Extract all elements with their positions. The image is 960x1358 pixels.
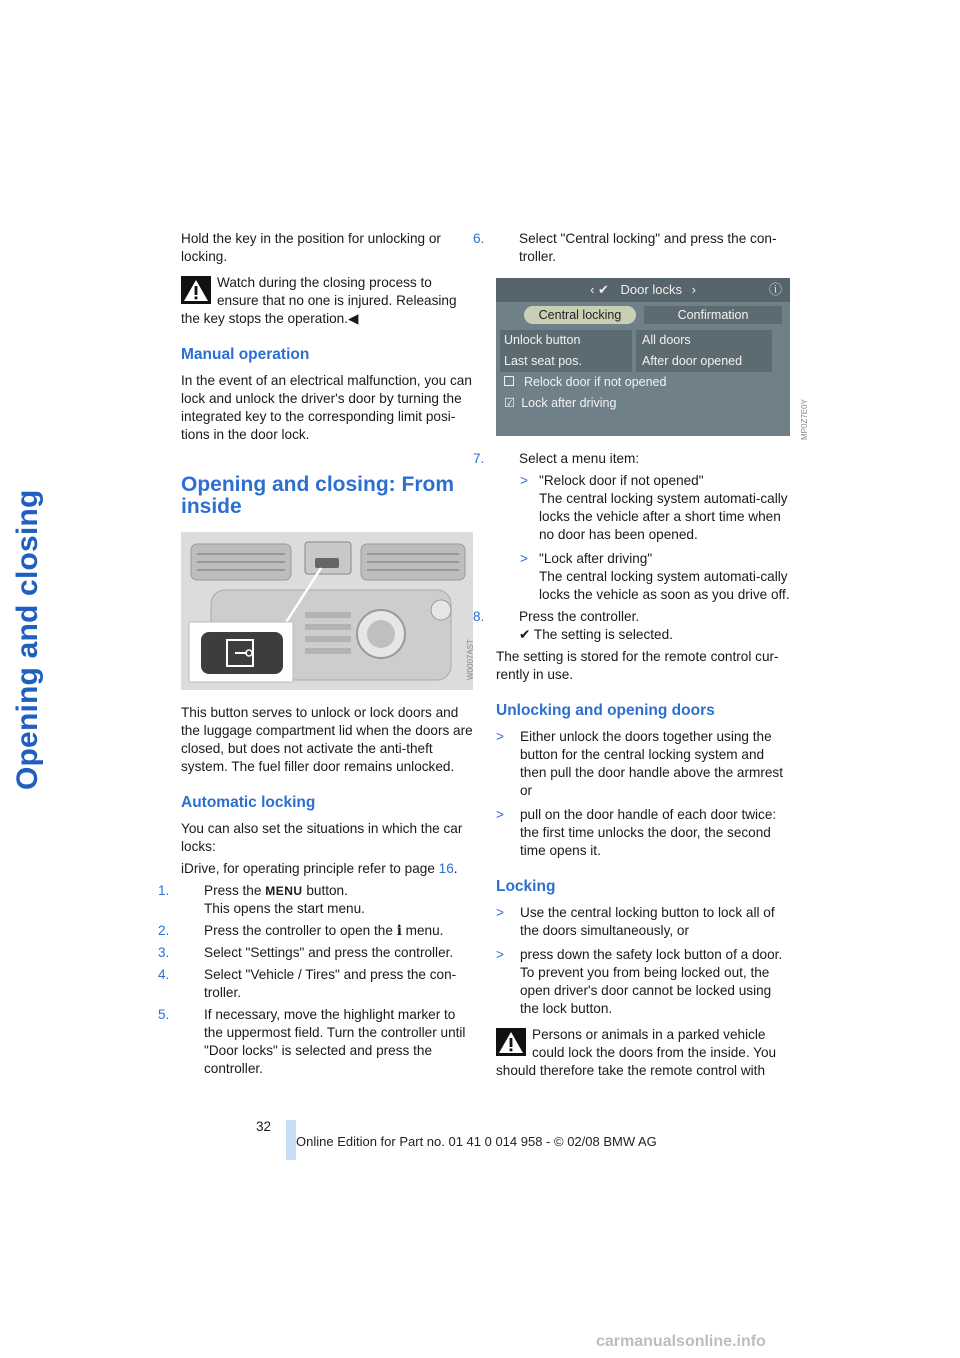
- step-number: 1.: [158, 883, 170, 898]
- chevron-left-icon: ‹ ✔: [590, 282, 609, 297]
- idrive-ref-end: .: [453, 861, 458, 876]
- bullet-arrow: >: [496, 947, 504, 962]
- menu-item-last-seat[interactable]: Last seat pos.: [504, 354, 582, 368]
- page-number: 32: [256, 1119, 272, 1134]
- checkmark-icon: ✔: [519, 627, 531, 642]
- warning-text-1b: the key stops the operation.◀: [181, 311, 359, 326]
- step-1: [158, 882, 473, 918]
- step-5: [158, 1006, 473, 1078]
- step-text: menu.: [401, 923, 444, 938]
- menu-item-after-door[interactable]: After door opened: [642, 354, 743, 368]
- bullet-arrow: >: [520, 551, 528, 566]
- warning-text-1a: Watch during the closing process to ensure that no one is injured. Releasing: [217, 275, 457, 308]
- warning-triangle-icon: [181, 276, 211, 304]
- tab-central-locking[interactable]: Central locking: [524, 306, 636, 324]
- step-number: 3.: [158, 945, 170, 960]
- step-text: Select "Vehicle / Tires" and press the con-troller.: [204, 967, 457, 1000]
- heading-opening-inside-text: Opening and closing: From inside: [181, 473, 454, 518]
- step-text: This opens the start menu.: [204, 901, 365, 916]
- sub-item-text: The central locking system automati-cally locks the vehicle after a short time when no door has been opened.: [539, 491, 788, 542]
- watermark: carmanualsonline.info: [596, 1333, 766, 1350]
- bullet-arrow: >: [496, 807, 504, 822]
- bullet-safety-lock: [496, 946, 790, 1018]
- footer-accent-bar: [286, 1120, 296, 1160]
- paragraph-auto: You can also set the situations in which the car locks:: [181, 821, 463, 854]
- step-8: [473, 608, 790, 644]
- chevron-right-icon: ›: [691, 282, 696, 297]
- warning-triangle-icon: [496, 1028, 526, 1056]
- idrive-ref-text: iDrive, for operating principle refer to page: [181, 861, 439, 876]
- warning-block-1: [181, 274, 473, 310]
- step-6: [473, 230, 790, 266]
- bullet-arrow: >: [496, 729, 504, 744]
- step-number: 2.: [158, 923, 170, 938]
- page-link-16[interactable]: 16: [438, 861, 454, 876]
- bullet-arrow: >: [496, 905, 504, 920]
- menu-item-relock[interactable]: [504, 373, 666, 391]
- step-number: 4.: [158, 967, 170, 982]
- step-2: [158, 922, 473, 940]
- info-icon: ⓘ: [768, 282, 782, 297]
- warning-text-2b: should therefore take the remote control with: [496, 1063, 766, 1078]
- menu-item-lock-after-driving[interactable]: [504, 394, 616, 412]
- step-text: Select "Settings" and press the controller.: [204, 945, 454, 960]
- paragraph-hold-key: Hold the key in the position for unlocking or locking.: [181, 231, 441, 264]
- step-number: 6.: [473, 231, 485, 246]
- step-text: Press the controller to open the: [204, 923, 397, 938]
- step-text: Press the: [204, 883, 266, 898]
- heading-opening-inside: [181, 474, 473, 518]
- right-column: [473, 230, 809, 1084]
- sub-item-text: The central locking system automati-cally locks the vehicle as soon as you drive off.: [539, 569, 790, 602]
- step-number: 5.: [158, 1007, 170, 1022]
- paragraph-idrive-ref: [181, 860, 473, 878]
- idrive-title: Door locks: [620, 282, 682, 297]
- menu-item-unlock-button[interactable]: Unlock button: [504, 333, 581, 347]
- checkbox-icon: [504, 376, 514, 386]
- step-text: Press the controller.: [519, 609, 640, 624]
- bullet-arrow: >: [520, 473, 528, 488]
- idrive-screen-figure: [496, 278, 790, 436]
- bullet-central-lock: [496, 904, 790, 940]
- step-7: [473, 450, 790, 468]
- warning-text-2a: Persons or animals in a parked vehicle could lock the doors from the inside. You: [532, 1027, 777, 1060]
- step-number: 7.: [473, 451, 485, 466]
- bullet-unlock-together: [496, 728, 790, 800]
- step-number: 8.: [473, 609, 485, 624]
- menu-item-all-doors[interactable]: All doors: [642, 333, 691, 347]
- paragraph-button: This button serves to unlock or lock doors and the luggage compartment lid when the doors are closed, but does not activate the anti-theft system. The fuel filler door remains unlocked.: [181, 705, 473, 774]
- step-4: [158, 966, 473, 1002]
- bullet-text: press down the safety lock button of a door. To prevent you from being locked out, the open driver's door cannot be locked using the lock button.: [520, 947, 783, 1016]
- figure-code-2: MP0Z7E0Y: [800, 399, 809, 440]
- bullet-pull-twice: [496, 806, 790, 860]
- bullet-text: Either unlock the doors together using the button for the central locking system and then pull the door handle above the armrest or: [520, 729, 783, 798]
- step-text: button.: [302, 883, 348, 898]
- warning-block-2: [496, 1026, 790, 1062]
- step-3: [158, 944, 473, 962]
- heading-automatic-locking: Automatic locking: [181, 794, 316, 811]
- tab-confirmation[interactable]: Confirmation: [644, 306, 782, 324]
- sub-item-relock: [496, 472, 790, 544]
- heading-manual-operation: Manual operation: [181, 346, 310, 363]
- menu-button-icon: MENU: [265, 884, 303, 898]
- step-text: Select a menu item:: [519, 451, 640, 466]
- menu-item-lock-label: Lock after driving: [521, 396, 617, 410]
- heading-unlocking-opening: Unlocking and opening doors: [496, 702, 715, 719]
- sub-item-lock-after-driving: [496, 550, 790, 604]
- step-text: Select "Central locking" and press the con-troller.: [519, 231, 777, 264]
- left-column: [158, 230, 475, 1082]
- side-section-title: Opening and closing: [11, 489, 44, 790]
- menu-item-relock-label: Relock door if not opened: [524, 375, 667, 389]
- figure-lock-button: [181, 532, 473, 690]
- figure-code-1: W0007AST: [466, 639, 475, 680]
- step-text: The setting is selected.: [533, 627, 673, 642]
- bullet-text: pull on the door handle of each door twice: the first time unlocks the door, the second time opens it.: [520, 807, 777, 858]
- sub-item-title: "Relock door if not opened": [539, 473, 704, 488]
- sub-item-title: "Lock after driving": [539, 551, 653, 566]
- bullet-text: Use the central locking button to lock all of the doors simultaneously, or: [520, 905, 775, 938]
- checkmark-icon: ☑: [504, 396, 516, 410]
- paragraph-manual: In the event of an electrical malfunction, you can lock and unlock the driver's door by turning the integrated key to the corresponding limit posi-tions in the door lock.: [181, 373, 472, 442]
- step-text: If necessary, move the highlight marker to the uppermost field. Turn the controller until "Door locks" is selected and press the controller.: [204, 1007, 466, 1076]
- dashboard-illustration: [181, 532, 473, 690]
- heading-locking: Locking: [496, 878, 556, 895]
- idrive-title-bar: [496, 278, 790, 302]
- footer-edition-text: Online Edition for Part no. 01 41 0 014 958 - © 02/08 BMW AG: [296, 1134, 657, 1149]
- paragraph-setting-stored: The setting is stored for the remote control cur-rently in use.: [496, 649, 779, 682]
- info-icon: i: [396, 923, 402, 939]
